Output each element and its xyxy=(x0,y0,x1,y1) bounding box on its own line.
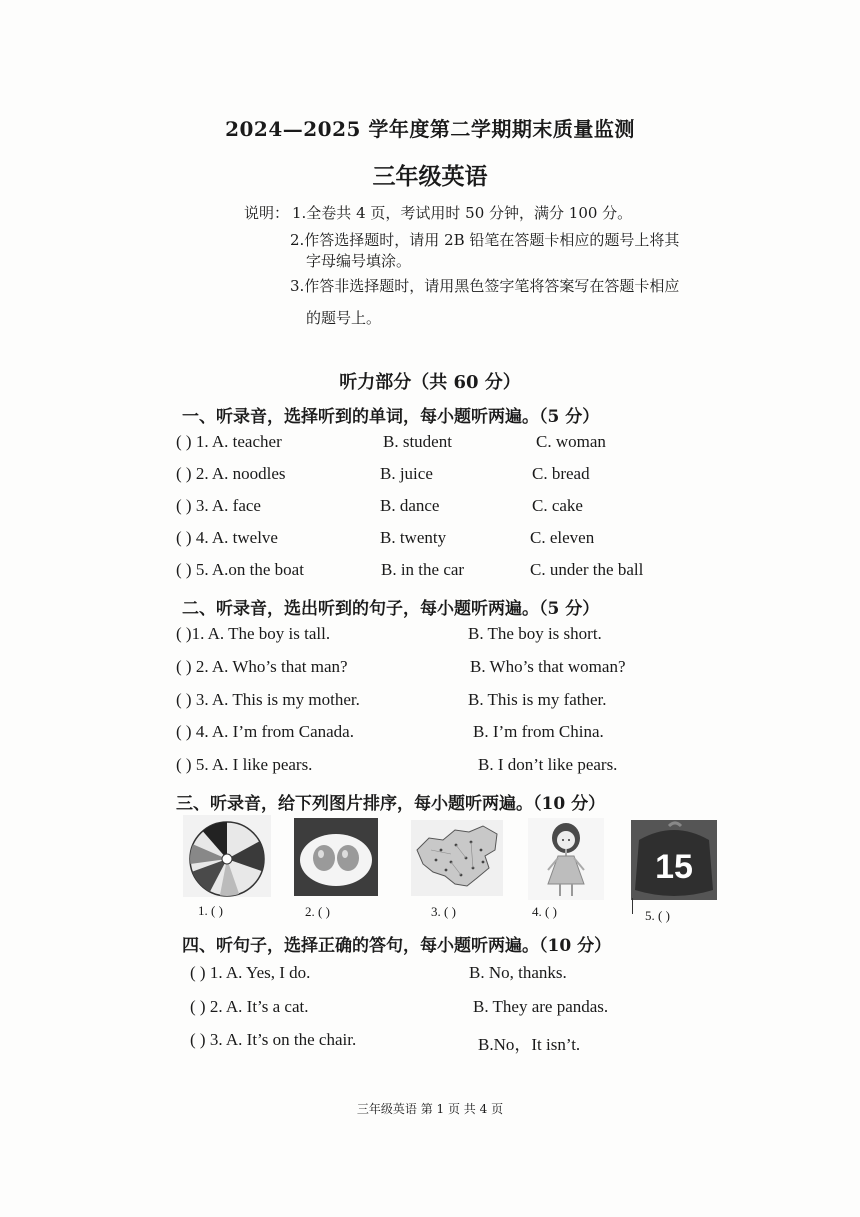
s2-q4-a: ( ) 4. A. I’m from Canada. xyxy=(176,722,354,741)
s1-q2-a: ( ) 2. A. noodles xyxy=(176,464,286,483)
page-footer: 三年级英语 第 1 页 共 4 页 xyxy=(356,1102,504,1116)
s4-q2-a: ( ) 2. A. It’s a cat. xyxy=(190,997,309,1016)
number-15-text: 15 xyxy=(655,848,693,886)
china-map-icon xyxy=(411,820,503,896)
s4-q3-b: B.No，It isn’t. xyxy=(478,1035,581,1054)
s1-q3-c: C. cake xyxy=(532,496,583,515)
s4-q1-a: ( ) 1. A. Yes, I do. xyxy=(190,963,311,982)
picture-3-label: 3. ( ) xyxy=(431,904,456,919)
picture-5-label: 5. ( ) xyxy=(645,908,670,923)
girl-doll-icon xyxy=(528,818,604,900)
s1-q2-c: C. bread xyxy=(532,464,590,483)
s1-q4-c: C. eleven xyxy=(530,528,595,547)
s4-q3-a: ( ) 3. A. It’s on the chair. xyxy=(190,1030,357,1049)
instruction-line-2: 2.作答选择题时，请用 2B 铅笔在答题卡相应的题号上将其 xyxy=(290,231,680,249)
section1-title: 一、听录音，选择听到的单词，每小题听两遍。（5 分） xyxy=(182,407,600,427)
instruction-line-1: 1.全卷共 4 页，考试用时 50 分钟，满分 100 分。 xyxy=(292,204,633,222)
instruction-line-5: 的题号上。 xyxy=(306,309,382,327)
s2-q5-a: ( ) 5. A. I like pears. xyxy=(176,755,313,774)
section4-title: 四、听句子，选择正确的答句，每小题听两遍。（10 分） xyxy=(182,936,612,956)
s2-q5-b: B. I don’t like pears. xyxy=(478,755,618,774)
s2-q1-b: B. The boy is short. xyxy=(468,624,602,643)
section3-title: 三、听录音，给下列图片排序，每小题听两遍。（10 分） xyxy=(176,794,606,814)
eggs-icon xyxy=(294,818,378,896)
instruction-line-4: 3.作答非选择题时，请用黑色签字笔将答案写在答题卡相应 xyxy=(290,277,680,295)
s2-q4-b: B. I’m from China. xyxy=(473,722,604,741)
s1-q1-c: C. woman xyxy=(536,432,606,451)
s4-q2-b: B. They are pandas. xyxy=(473,997,609,1016)
picture-5-divider xyxy=(632,898,633,914)
picture-1 xyxy=(183,815,271,897)
s1-q4-a: ( ) 4. A. twelve xyxy=(176,528,278,547)
s4-q1-b: B. No, thanks. xyxy=(469,963,567,982)
picture-2-label: 2. ( ) xyxy=(305,904,330,919)
s1-q3-a: ( ) 3. A. face xyxy=(176,496,261,515)
s2-q3-a: ( ) 3. A. This is my mother. xyxy=(176,690,360,709)
instructions-label: 说明： xyxy=(244,204,290,222)
exam-title: 2024—2025 学年度第二学期期末质量监测 xyxy=(225,117,635,141)
s1-q4-b: B. twenty xyxy=(380,528,447,547)
section2-title: 二、听录音，选出听到的句子，每小题听两遍。（5 分） xyxy=(182,599,600,619)
s2-q1-a: ( )1. A. The boy is tall. xyxy=(176,624,331,643)
s2-q2-a: ( ) 2. A. Who’s that man? xyxy=(176,657,348,676)
s1-q5-b: B. in the car xyxy=(381,560,465,579)
s1-q5-a: ( ) 5. A.on the boat xyxy=(176,560,304,579)
picture-3 xyxy=(411,820,503,896)
beach-ball-icon xyxy=(183,815,271,897)
s1-q3-b: B. dance xyxy=(380,496,440,515)
picture-2 xyxy=(294,818,378,896)
picture-1-label: 1. ( ) xyxy=(198,903,223,918)
s1-q2-b: B. juice xyxy=(380,464,433,483)
exam-subtitle: 三年级英语 xyxy=(372,163,488,190)
s1-q1-a: ( ) 1. A. teacher xyxy=(176,432,282,451)
s2-q2-b: B. Who’s that woman? xyxy=(470,657,626,676)
s1-q1-b: B. student xyxy=(383,432,452,451)
picture-5 xyxy=(631,820,717,900)
picture-4 xyxy=(528,818,604,900)
picture-4-label: 4. ( ) xyxy=(532,904,557,919)
s1-q5-c: C. under the ball xyxy=(530,560,644,579)
listening-part-title: 听力部分（共 60 分） xyxy=(339,372,521,393)
instruction-line-3: 字母编号填涂。 xyxy=(306,252,412,270)
s2-q3-b: B. This is my father. xyxy=(468,690,607,709)
